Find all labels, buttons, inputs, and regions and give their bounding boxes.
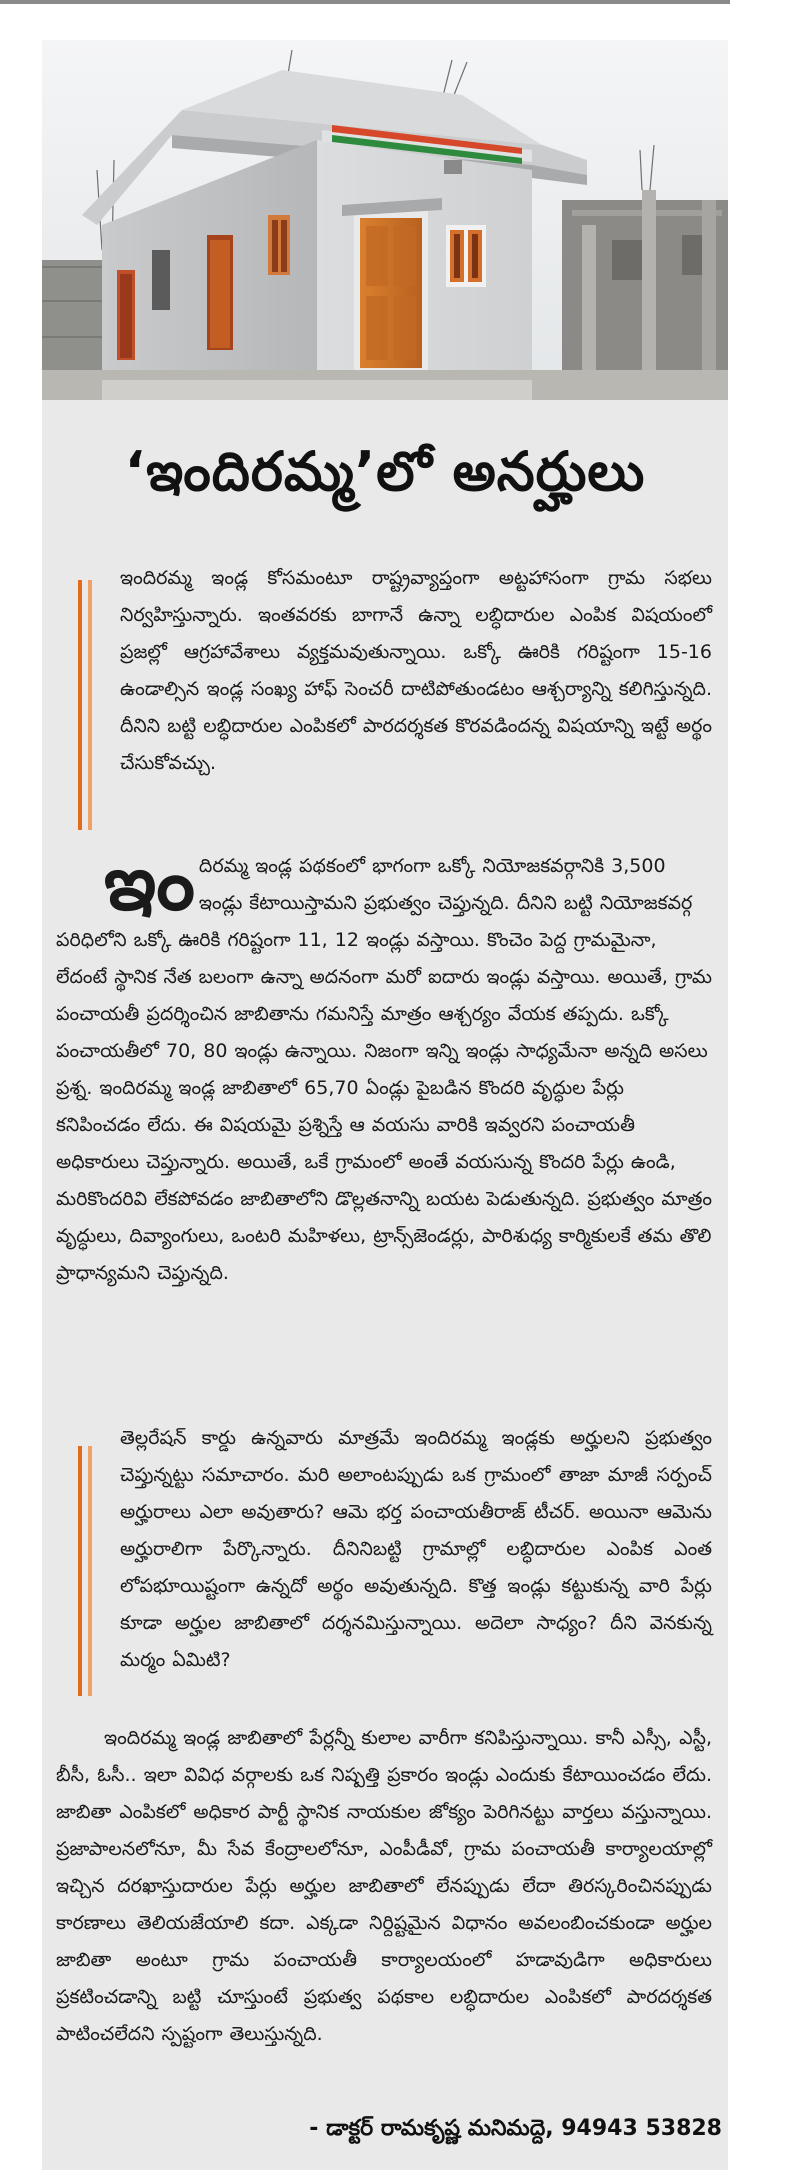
house-photo: [42, 40, 728, 400]
quote-section: [42, 1410, 728, 1710]
byline-text: - డాక్టర్ రామకృష్ణ మనిమద్దె, 94943 53828: [309, 2116, 722, 2141]
accent-bar-secondary: [88, 580, 92, 830]
top-rule: [0, 0, 730, 4]
author-byline: [42, 2105, 728, 2153]
quote-paragraph: తెల్లరేషన్ కార్డు ఉన్నవారు మాత్రమే ఇందిరమ్మ ఇండ్లకు అర్హులని ప్రభుత్వం చెప్తున్నట్టు సమాచారం. మరి అలాంటప్పుడు ఒక గ్రామంలో తాజా మాజీ సర్పంచ్ అర్హురాలు ఎలా అవుతారు? ఆమె భర్త పంచాయతీరాజ్ టీచర్. అయినా ఆమెను అర్హురాలిగా పేర్కొన్నారు. దీనినిబట్టి గ్రామాల్లో లబ్ధిదారుల ఎంపిక ఎంత లోపభూయిష్టంగా ఉన్నదో అర్థం అవుతున్నది. కొత్త ఇండ్లు కట్టుకున్న వారి పేర్లు కూడా అర్హుల జాబితాలో దర్శనమిస్తున్నాయి. అదెలా సాధ్యం? దీని వెనకున్న మర్మం ఏమిటి?: [120, 1427, 712, 1671]
intro-paragraph: ఇందిరమ్మ ఇండ్ల కోసమంటూ రాష్ట్రవ్యాప్తంగా అట్టహాసంగా గ్రామ సభలు నిర్వహిస్తున్నారు. ఇంతవరకు బాగానే ఉన్నా లబ్ధిదారుల ఎంపిక విషయంలో ప్రజల్లో ఆగ్రహావేశాలు వ్యక్తమవుతున్నాయి. ఒక్కో ఊరికి గరిష్టంగా 15-16 ఉండాల్సిన ఇండ్ల సంఖ్య హాఫ్ సెంచరీ దాటిపోతుండటం ఆశ్చర్యాన్ని కలిగిస్తున్నది. దీనిని బట్టి లబ్ధిదారుల ఎంపికలో పారదర్శకత కొరవడిందన్న విషయాన్ని ఇట్టే అర్థం చేసుకోవచ్చు.: [120, 567, 712, 774]
dropcap: ఇం: [104, 838, 193, 927]
accent-bar-secondary: [88, 1446, 92, 1696]
headline: ‘ఇందిరమ్మ’లో అనర్హులు: [124, 440, 646, 503]
body-paragraph-3: ఇందిరమ్మ ఇండ్ల జాబితాలో పేర్లన్నీ కులాల వారీగా కనిపిస్తున్నాయి. కానీ ఎస్సీ, ఎస్టీ, బీసీ, ఓసీ.. ఇలా వివిధ వర్గాలకు ఒక నిష్పత్తి ప్రకారం ఇండ్లు ఎందుకు కేటాయించడం లేదు. జాబితా ఎంపికలో అధికార పార్టీ స్థానిక నాయకుల జోక్యం పెరిగినట్టు వార్తలు వస్తున్నాయి. ప్రజాపాలనలోనూ, మీ సేవ కేంద్రాలలోనూ, ఎంపీడీవో, గ్రామ పంచాయతీ కార్యాలయాల్లో ఇచ్చిన దరఖాస్తుదారుల పేర్లు అర్హుల జాబితాలో లేనప్పుడు లేదా తిరస్కరించినప్పుడు కారణాలు తెలియజేయాలి కదా. ఎక్కడా నిర్దిష్టమైన విధానం అవలంబించకుండా అర్హుల జాబితా అంటూ గ్రామ పంచాయతీ కార్యాలయంలో హడావుడిగా అధికారులు ప్రకటించడాన్ని బట్టి చూస్తుంటే ప్రభుత్వ పథకాల లబ్ధిదారుల ఎంపికలో పారదర్శకత పాటించలేదని స్పష్టంగా తెలుస్తున్నది.: [56, 1727, 712, 2045]
accent-bar: [78, 580, 82, 830]
intro-section: [42, 560, 728, 830]
body-section-1: [42, 838, 728, 1408]
article: [42, 40, 728, 2170]
body-paragraph-1: దిరమ్మ ఇండ్ల పథకంలో భాగంగా ఒక్కో నియోజకవర్గానికి 3,500 ఇండ్లు కేటాయిస్తామని ప్రభుత్వం చెప్తున్నది. దీనిని బట్టి నియోజకవర్గ పరిధిలోని ఒక్కో ఊరికి గరిష్టంగా 11, 12 ఇండ్లు వస్తాయి. కొంచెం పెద్ద గ్రామమైనా, లేదంటే స్థానిక నేత బలంగా ఉన్నా అదనంగా మరో ఐదారు ఇండ్లు వస్తాయి. అయితే, గ్రామ పంచాయతీ ప్రదర్శించిన జాబితాను గమనిస్తే మాత్రం ఆశ్చర్యం వేయక తప్పదు. ఒక్కో పంచాయతీలో 70, 80 ఇండ్లు ఉన్నాయి. నిజంగా ఇన్ని ఇండ్లు సాధ్యమేనా అన్నది అసలు ప్రశ్న. ఇందిరమ్మ ఇండ్ల జాబితాలో 65,70 ఏండ్లు పైబడిన కొందరి వృద్ధుల పేర్లు కనిపించడం లేదు. ఈ విషయమై ప్రశ్నిస్తే ఆ వయసు వారికి ఇవ్వరని పంచాయతీ అధికారులు చెప్తున్నారు. అయితే, ఒకే గ్రామంలో అంతే వయసున్న కొందరి పేర్లు ఉండి, మరికొందరివి లేకపోవడం జాబితాలోని డొల్లతనాన్ని బయట పెడుతున్నది. ప్రభుత్వం మాత్రం వృద్ధులు, దివ్యాంగులు, ఒంటరి మహిళలు, ట్రాన్స్‌జెండర్లు, పారిశుధ్య కార్మికులకే తమ తొలి ప్రాధాన్యమని చెప్తున్నది.: [56, 855, 713, 1284]
body-section-3: [42, 1720, 728, 2060]
accent-bar: [78, 1446, 82, 1696]
